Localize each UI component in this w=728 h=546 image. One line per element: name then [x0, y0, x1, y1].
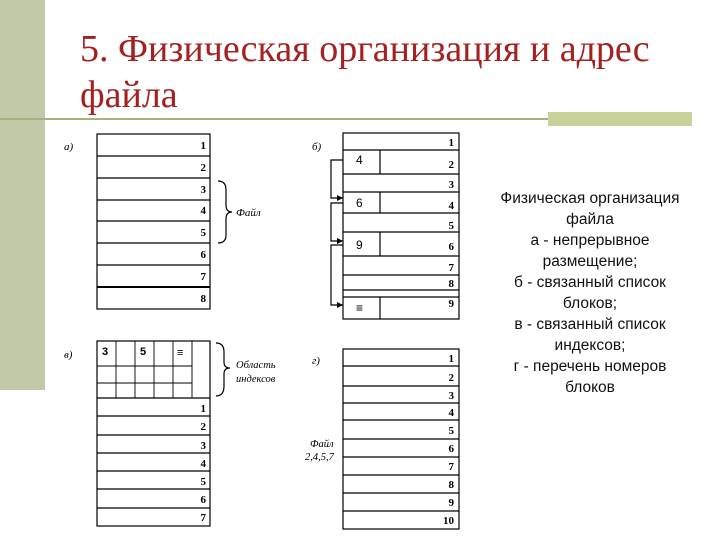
diagram-v-block: 3 — [200, 440, 206, 452]
legend-caption — [475, 188, 705, 398]
diagram-v-table — [97, 341, 210, 526]
caption-line: индексов; — [554, 337, 626, 354]
diagram-a-block: 1 — [200, 140, 206, 152]
diagram-a-block: 2 — [200, 162, 206, 174]
caption-line: блоков; — [562, 295, 618, 312]
diagram-a-block: 4 — [200, 205, 206, 217]
diagram-g-block: 4 — [448, 407, 454, 419]
caption-line: размещение; — [542, 253, 638, 270]
caption-line: файла — [566, 211, 614, 228]
title-line-1: 5. Физическая организация и адрес — [80, 28, 650, 70]
diagram-g-file-label-1: Файл — [310, 439, 334, 450]
diagram-g-block: 8 — [448, 479, 454, 491]
diagram-b-arrowheads — [337, 195, 343, 308]
diagram-v-block: 2 — [200, 421, 206, 433]
diagram-b-block: 2 — [448, 159, 454, 171]
diagram-a-block: 8 — [200, 293, 206, 305]
diagram-b-block: 1 — [448, 137, 454, 149]
diagram-a-brace — [218, 181, 232, 243]
diagram-v-index-label-1: Область — [236, 360, 276, 371]
diagram-g-file-label-2: 2,4,5,7 — [305, 452, 334, 463]
caption-line: в - связанный список — [514, 316, 666, 333]
diagram-a — [64, 134, 261, 309]
diagram-b-pointer: 4 — [356, 153, 363, 167]
diagram-b-block: 9 — [448, 298, 454, 310]
diagram-v-block: 7 — [200, 512, 206, 524]
diagram-b-pointer: 6 — [356, 196, 363, 210]
caption-line: Физическая организация — [500, 190, 680, 207]
diagram-a-block: 5 — [200, 227, 206, 239]
diagram-b-pointer: ≡ — [356, 301, 364, 315]
diagram-v-index-cell: 5 — [140, 346, 147, 358]
diagram-g-block: 5 — [448, 425, 454, 437]
diagram-b-pointer: 9 — [356, 238, 363, 252]
diagram-b-block: 3 — [448, 179, 454, 191]
caption-line: б - связанный список — [514, 274, 666, 291]
diagram-g-block: 9 — [448, 497, 454, 509]
diagram-v-block: 4 — [200, 458, 206, 470]
caption-line: г - перечень номеров — [513, 358, 667, 375]
diagram-g-block: 7 — [448, 461, 454, 473]
diagram-a-file-label: Файл — [236, 207, 261, 219]
diagram-b-block: 4 — [448, 200, 454, 212]
diagram-a-block: 6 — [200, 249, 206, 261]
diagram-v-block: 1 — [200, 403, 206, 415]
diagram-g-block: 2 — [448, 372, 454, 384]
diagram-g-block: 3 — [448, 390, 454, 402]
diagram-b-block: 7 — [448, 262, 454, 274]
diagram-g — [305, 349, 459, 529]
diagram-g-label: г) — [312, 355, 320, 367]
diagram-v — [64, 341, 276, 526]
diagram-b-block: 8 — [448, 278, 454, 290]
diagram-g-block: 6 — [448, 443, 454, 455]
diagram-v-block: 5 — [200, 476, 206, 488]
diagram-b-label: б) — [312, 141, 322, 153]
diagram-a-block: 3 — [200, 184, 206, 196]
diagram-b — [312, 133, 459, 319]
caption-line: блоков — [565, 379, 615, 396]
diagram-a-label: а) — [64, 141, 74, 153]
diagram-v-index-cell: 3 — [102, 346, 109, 358]
diagram-b-links — [331, 160, 343, 305]
diagram-g-block: 10 — [443, 515, 454, 527]
diagram-b-block: 6 — [448, 241, 454, 253]
diagram-v-brace — [216, 343, 230, 396]
diagram-g-block: 1 — [448, 353, 454, 365]
diagram-v-block: 6 — [200, 494, 206, 506]
caption-line: а - непрерывное — [530, 232, 650, 249]
diagram-a-block: 7 — [200, 271, 206, 283]
title-line-2: файла — [80, 74, 178, 116]
diagram-v-label: в) — [64, 349, 73, 361]
diagram-v-index-cell: ≡ — [177, 347, 184, 359]
diagram-b-block: 5 — [448, 220, 454, 232]
diagram-v-index-label-2: индексов — [236, 374, 276, 385]
